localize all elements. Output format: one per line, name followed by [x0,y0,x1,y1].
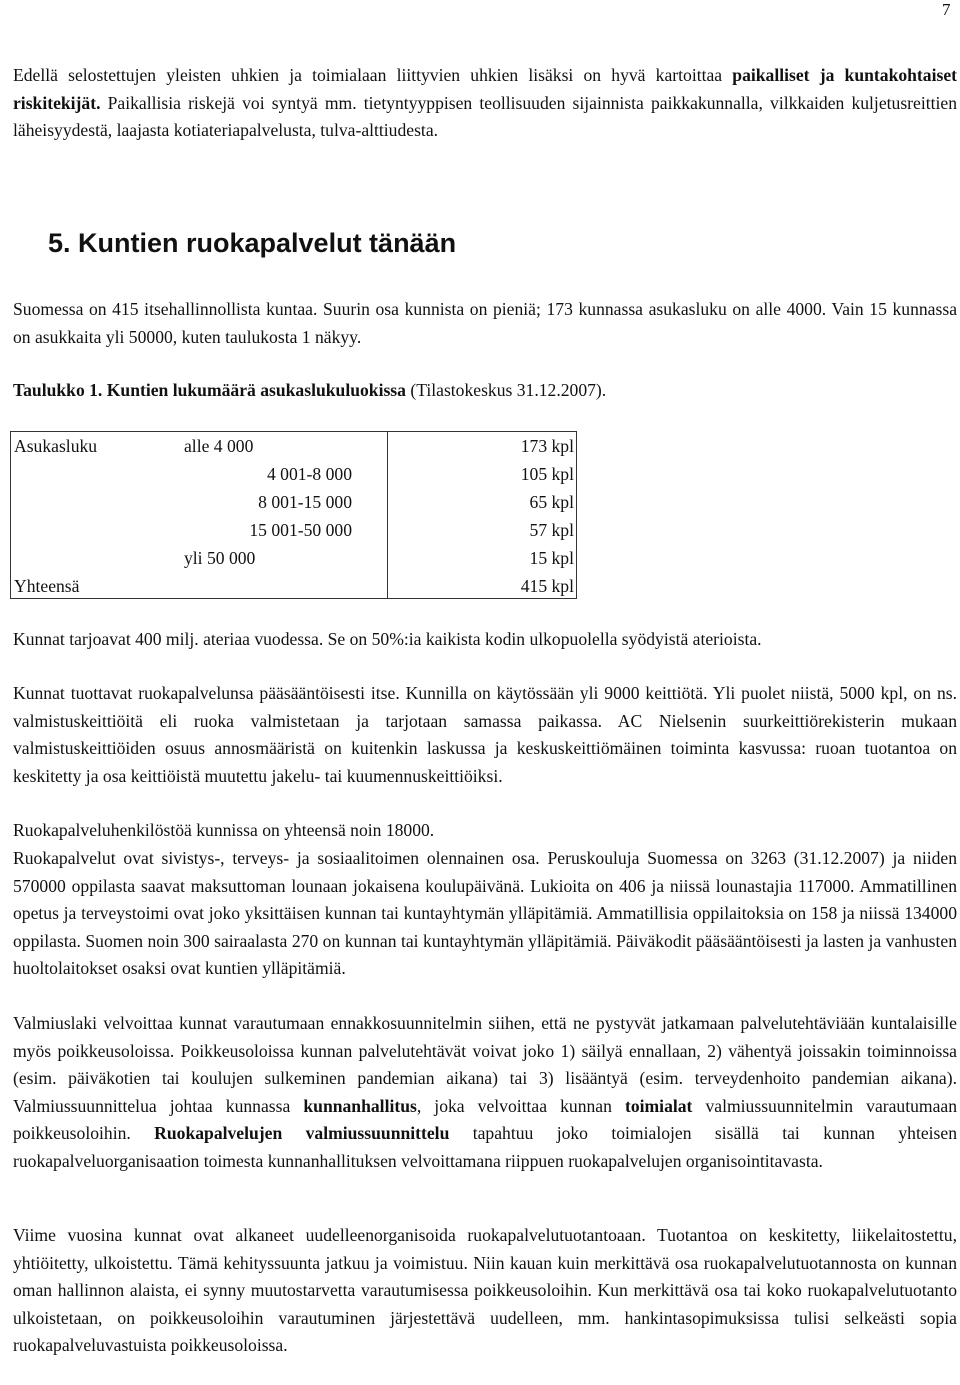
paragraph-municipalities: Suomessa on 415 itsehallinnollista kuntaa. Suurin osa kunnista on pieniä; 173 kunnassa asukasluku on alle 4000. Vain 15 kunnassa on asukkaita yli 50000, kuten taulukosta 1 näkyy. [13,299,957,347]
section-heading: 5. Kuntien ruokapalvelut tänään [48,228,457,258]
preparedness-a: Valmiuslaki velvoittaa kunnat varautumaan ennakkosuunnitelmin siihen, että ne pystyvät jatkamaan palvelutehtäviään kuntalaisille myös poikkeusoloissa. Poikkeusoloissa kunnan palvelutehtävät voivat joko 1) säilyä ennallaan, 2) vähentyä joissakin toiminnoissa (esim. päiväkotien tai koulujen sulkeminen pandemian aikana) tai 3) lisääntyä (esim. terveydenhoito pandemian aikana). Valmiussuunnittelua johtaa kunnassa [13,1013,957,1116]
row-label: Asukasluku [14,435,98,456]
row-range: yli 50 000 [184,547,256,568]
table-row [10,516,667,544]
table-row [10,488,667,516]
intro-bold: paikalliset ja kuntakohtaiset riskitekijät. [13,65,957,113]
row-label [10,544,178,572]
row-range: 4 001-8 000 [266,463,352,484]
paragraph-reorganisation: Viime vuosina kunnat ovat alkaneet uudelleenorganisoida ruokapalvelutuotantoaan. Tuotantoa on keskitetty, liikelaitostettu, yhtiöitetty, ulkoistettu. Tämä kehityssuunta jatkuu ja voimistuu. Niin kauan kuin merkittävä osa ruokapalvelutuotannosta on kunnan oman hallinnon alaista, ei synny muutostarvetta varautumisessa poikkeusoloihin. Kun merkittävä osa tai koko ruokapalvelutuotanto ulkoistetaan, on poikkeusoloihin varautuminen järjestettävä uudelleen, mm. hankintasopimuksissa tulisi selkeästi sopia ruokapalveluvastuista poikkeusoloissa. [13,1225,957,1355]
table-row [10,432,667,460]
row-label [10,488,178,516]
preparedness-bold-1: kunnanhallitus [303,1095,417,1116]
intro-rest: Paikallisia riskejä voi syntyä mm. tietyntyyppisen teollisuuden sijainnista paikkakunnalla, vilkkaiden kuljetusreittien läheisyydestä, laajasta kotiateriapalvelusta, tulva-alttiudesta. [13,92,957,140]
table-row [10,544,667,572]
row-count: 105 kpl [520,463,574,484]
intro-paragraph [13,62,957,145]
paragraph-staff: Ruokapalveluhenkilöstöä kunnissa on yhteensä noin 18000. [13,820,435,840]
row-label [10,516,178,544]
table-row [10,460,667,488]
row-count: 415 kpl [520,575,574,596]
table-caption-title: Taulukko 1. Kuntien lukumäärä asukaslukuluokissa [13,380,406,400]
row-range: 15 001-50 000 [249,519,352,540]
preparedness-bold-3: Ruokapalvelujen valmiussuunnittelu [154,1123,450,1143]
row-label: Yhteensä [14,575,80,596]
paragraph-preparedness [13,1010,957,1175]
preparedness-e: tapahtuu joko toimialojen sisällä tai kunnan yhteisen ruokapalveluorganisaation toimesta kunnanhallituksen velvoittamana riippuen ruokapalvelujen organisointitavasta. [13,1123,957,1171]
preparedness-d: valmiussuunnitelmin varautumaan poikkeusoloihin. [13,1095,958,1143]
row-label [10,460,178,488]
paragraph-kitchens: Kunnat tuottavat ruokapalvelunsa pääsääntöisesti itse. Kunnilla on käytössään yli 9000 keittiötä. Yli puolet niistä, 5000 kpl, on ns. valmistuskeittiöitä eli ruoka valmistetaan ja tarjotaan samassa paikassa. AC Nielsenin suurkeittiörekisterin mukaan valmistuskeittiöiden osuus annosmääristä on kuitenkin laskussa ja keskuskeittiömäinen toiminta kasvussa: ruoan tuotantoa on keskitetty ja osa keittiöistä muutettu jakelu- tai kuumennuskeittiöiksi. [13,683,957,786]
table-caption [13,380,606,401]
table-row [10,572,667,600]
intro-line1: Edellä selostettujen yleisten uhkien ja toimialaan liittyvien uhkien lisäksi on hyvä kartoittaa [13,65,723,85]
row-count: 57 kpl [529,519,574,540]
preparedness-c: , joka velvoittaa kunnan [416,1095,625,1116]
row-count: 15 kpl [529,547,574,568]
preparedness-bold-2: toimialat [624,1095,693,1116]
table-caption-source: (Tilastokeskus 31.12.2007). [405,380,607,400]
paragraph-services: Ruokapalvelut ovat sivistys-, terveys- ja sosiaalitoimen olennainen osa. Peruskouluja Suomessa on 3263 (31.12.2007) ja niiden 570000 oppilasta saavat maksuttoman lounaan jokaisena koulupäivänä. Lukioita on 406 ja niissä lounastajia 117000. Ammatillinen opetus ja terveystoimi ovat joko yksittäisen kunnan tai kuntayhtymän ylläpitämiä. Ammatillisia oppilaitoksia on 158 ja niissä 134000 oppilasta. Suomen noin 300 sairaalasta 270 on kunnan tai kuntayhtymän ylläpitämiä. Päiväkodit pääsääntöisesti ja lasten ja vanhusten huoltolaitokset osaksi ovat kuntien ylläpitämiä. [13,848,957,978]
paragraph-meals: Kunnat tarjoavat 400 milj. ateriaa vuodessa. Se on 50%:ia kaikista kodin ulkopuolella syödyistä aterioista. [13,629,762,649]
row-count: 65 kpl [529,491,574,512]
row-range: 8 001-15 000 [258,491,352,512]
row-count: 173 kpl [520,435,574,456]
page-number: 7 [942,0,951,19]
population-table [10,432,667,600]
row-range: alle 4 000 [184,435,254,456]
